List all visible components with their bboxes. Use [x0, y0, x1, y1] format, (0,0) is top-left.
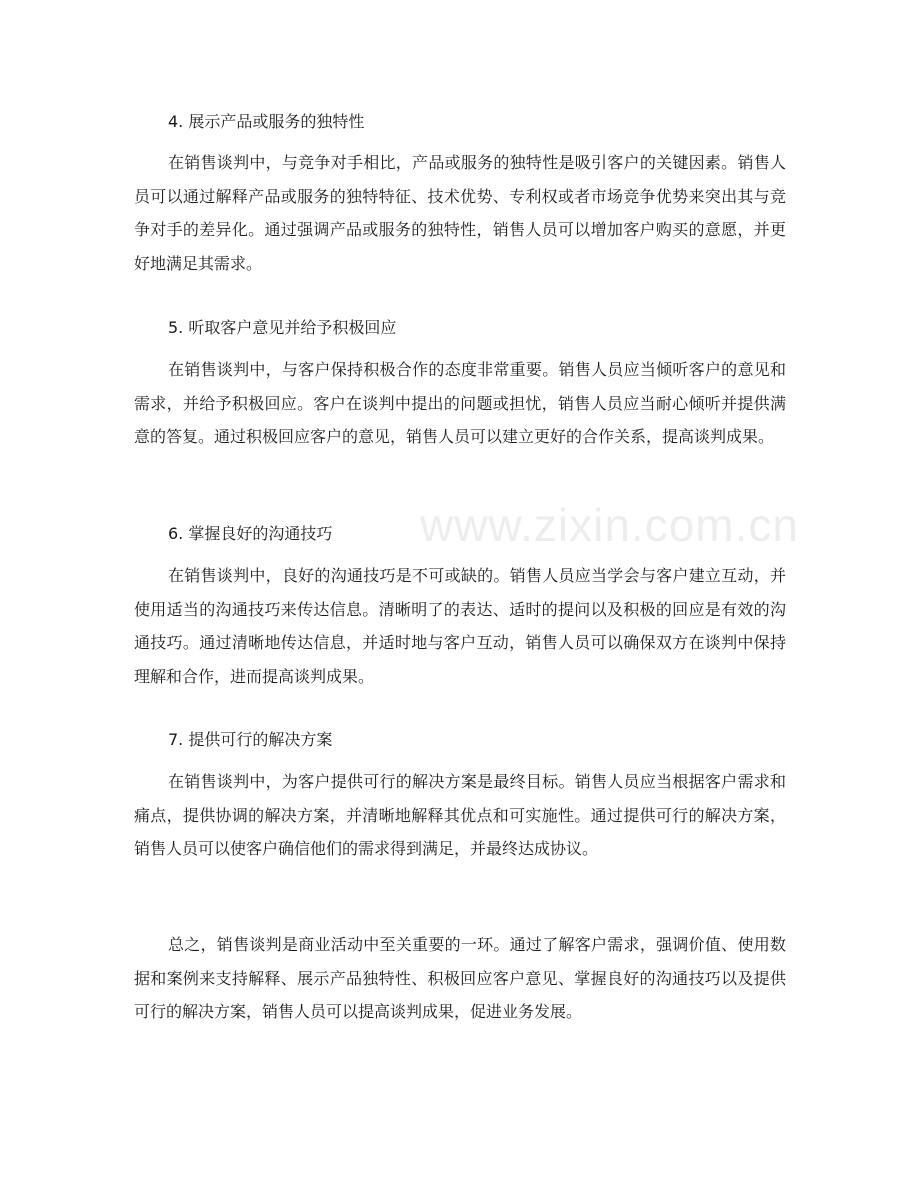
section-heading-7: 7. 提供可行的解决方案: [168, 730, 333, 749]
section-body-5: 在销售谈判中，与客户保持积极合作的态度非常重要。销售人员应当倾听客户的意见和需求，并给予积极回应。客户在谈判中提出的问题或担忧，销售人员应当耐心倾听并提供满意的答复。通过积极回应客户的意见，销售人员可以建立更好的合作关系，提高谈判成果。: [134, 360, 786, 446]
section-body-6: 在销售谈判中，良好的沟通技巧是不可或缺的。销售人员应当学会与客户建立互动，并使用适当的沟通技巧来传达信息。清晰明了的表达、适时的提问以及积极的回应是有效的沟通技巧。通过清晰地传达信息，并适时地与客户互动，销售人员可以确保双方在谈判中保持理解和合作，进而提高谈判成果。: [134, 566, 786, 686]
section-heading-6: 6. 掌握良好的沟通技巧: [168, 524, 333, 543]
section-heading-4: 4. 展示产品或服务的独特性: [168, 112, 365, 131]
watermark: www.zixin.com.cn: [420, 499, 799, 551]
conclusion-paragraph: 总之，销售谈判是商业活动中至关重要的一环。通过了解客户需求，强调价值、使用数据和案例来支持解释、展示产品独特性、积极回应客户意见、掌握良好的沟通技巧以及提供可行的解决方案，销售人员可以提高谈判成果，促进业务发展。: [134, 935, 786, 1021]
section-body-4: 在销售谈判中，与竞争对手相比，产品或服务的独特性是吸引客户的关键因素。销售人员可以通过解释产品或服务的独特特征、技术优势、专利权或者市场竞争优势来突出其与竞争对手的差异化。通过强调产品或服务的独特性，销售人员可以增加客户购买的意愿，并更好地满足其需求。: [134, 153, 786, 273]
section-body-7: 在销售谈判中，为客户提供可行的解决方案是最终目标。销售人员应当根据客户需求和痛点，提供协调的解决方案，并清晰地解释其优点和可实施性。通过提供可行的解决方案，销售人员可以使客户确信他们的需求得到满足，并最终达成协议。: [134, 772, 786, 858]
section-heading-5: 5. 听取客户意见并给予积极回应: [168, 318, 397, 337]
